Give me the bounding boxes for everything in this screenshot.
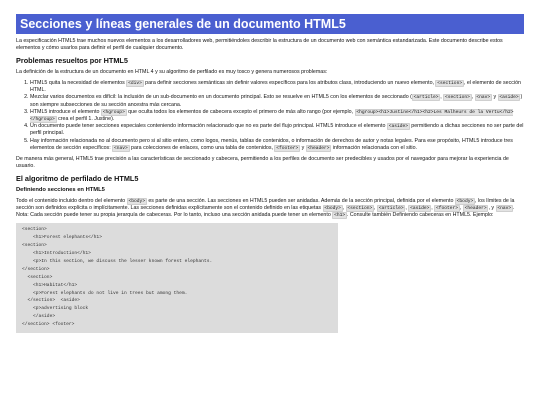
code-line: </section> <aside> xyxy=(22,298,80,304)
paragraph-text: , los límites de la sección son definidos explícita o implícitamente. Las secciones definidas explícitamente son el contenido definido en las etiquetas xyxy=(16,197,515,211)
list-item-text: y xyxy=(300,144,306,151)
inline-code: <nav> xyxy=(476,95,491,101)
inline-code: <nav> xyxy=(113,145,128,151)
list-item-text: información relacionada con el sitio. xyxy=(331,144,418,151)
list-item-text: que oculta todos los elementos de cabecera excepto el primero de más alto rango (por ejemplo, xyxy=(126,108,355,115)
problems-lead-paragraph: La definición de la estructura de un documento en HTML 4 y su algoritmo de perfilado es muy tosco y genera numerosos problemas: xyxy=(16,69,328,75)
inline-code: <h1> xyxy=(334,213,346,219)
list-item-text: ) son siempre subsecciones de su sección ancestra más cercana. xyxy=(30,94,523,108)
paragraph-text: , y xyxy=(488,204,496,211)
code-example-block xyxy=(16,223,338,333)
paragraph-text: , xyxy=(374,204,377,211)
paragraph-text: , xyxy=(459,204,463,211)
inline-code: <aside> xyxy=(410,205,430,211)
inline-code: <header> xyxy=(307,145,330,151)
code-line: <p>advertising block xyxy=(22,306,89,312)
list-item xyxy=(30,94,524,108)
problems-list xyxy=(16,80,524,152)
inline-code: <aside> xyxy=(388,124,408,130)
paragraph-text: , xyxy=(405,204,409,211)
paragraph-text: . Nota: Cada sección puede tener su propia jerarquía de cabeceras. Por lo tanto, incluso una sección anidada puede tener un elemento xyxy=(16,204,515,219)
list-item-text: para colecciones de enlaces, como una tabla de contenidos, xyxy=(129,144,275,151)
code-line: </section> <footer> xyxy=(22,322,75,328)
list-item-text: Un documento puede tener secciones especiales conteniendo información relacionado que no es parte del flujo principal. HTML5 introduce el elemento xyxy=(30,123,387,130)
inline-code: <section> xyxy=(437,81,463,87)
list-item-text: Hay información relacionada no al documento pero si al sitio entero, como logos, menús, tablas de contenidos, o información de derechos de autor y notas legales. Para ese propósito, HTML5 introduce tres elementos de sección específicos: xyxy=(30,137,513,151)
code-line: </section> xyxy=(22,266,50,272)
inline-code: <footer> xyxy=(436,205,459,211)
subheading-defining-sections: Definiendo secciones en HTML5 xyxy=(16,186,105,193)
list-item xyxy=(30,109,524,123)
list-item-text: , xyxy=(471,94,475,101)
inline-code: <aside> xyxy=(499,95,519,101)
code-line: <p>In this section, we discuss the lesser known forest elephants. xyxy=(22,258,213,264)
code-line: <h1>Habitat</h1> xyxy=(22,282,78,288)
inline-code: <nav> xyxy=(497,205,512,211)
inline-code: <hgroup> xyxy=(102,109,125,115)
section-heading-algorithm: El algoritmo de perfilado de HTML5 xyxy=(16,174,139,184)
inline-code: <article> xyxy=(378,205,404,211)
paragraph-text: . Consulte también Definiendo cabeceras en HTML5. Ejemplo: xyxy=(346,212,494,219)
list-item xyxy=(30,80,524,94)
code-line: <section> xyxy=(22,274,53,280)
code-line: <p>Forest elephants do not live in trees but among them. xyxy=(22,290,188,296)
list-item-text: y xyxy=(491,94,498,101)
list-item-text: , xyxy=(440,94,444,101)
paragraph-text: , xyxy=(431,204,435,211)
list-item xyxy=(30,138,524,152)
code-line: <h1>Introduction</h1> xyxy=(22,251,91,257)
inline-code: <footer> xyxy=(276,145,299,151)
list-item-text: crea el perfil 1. Justine). xyxy=(56,115,115,122)
list-item-text: Mezclar varios documentos es difícil: la inclusión de un sub-documento en un documento principal. Esto se resuelve en HTML5 con los elementos de seccionado ( xyxy=(30,94,412,101)
problems-closing-paragraph: De manera más general, HTML5 trae precisión a las características de seccionado y cabecera, permitiendo a los perfiles de documento ser predecibles y usados por el navegador para mejorar la experiencia de usuario. xyxy=(16,155,509,169)
list-item-text: HTML5 quita la necesidad de elementos xyxy=(30,80,127,87)
intro-paragraph: La especificación HTML5 trae muchos nuevos elementos a los desarrolladores web, permitiéndoles describir la estructura de un documento web con semántica estandarizada. Este documento describe estos elementos y cómo usarlos para definir el perfil de cualquier documento. xyxy=(16,37,503,52)
inline-code: <hgroup><h1>Justine</h1><h2>Les Malheurs de la Vertu</h2></hgroup> xyxy=(30,109,514,122)
code-line: <section> xyxy=(22,227,47,233)
inline-code: <body> xyxy=(456,198,474,204)
inline-code: <section> xyxy=(445,95,470,101)
paragraph-text: es parte de una sección. Las secciones en HTML5 pueden ser anidadas. Además de la sección principal, definida por el elemento xyxy=(146,197,455,204)
list-item-text: permitiendo a dichas secciones no ser parte del perfil principal. xyxy=(30,123,524,137)
paragraph-text: Todo el contenido incluido dentro del elemento xyxy=(16,197,127,204)
inline-code: <body> xyxy=(324,205,341,211)
list-item xyxy=(30,123,524,137)
inline-code: <body> xyxy=(128,198,146,204)
section-heading-problems: Problemas resueltos por HTML5 xyxy=(16,56,128,66)
inline-code: <div> xyxy=(128,81,142,87)
code-line: <section> xyxy=(22,243,47,249)
code-line: </aside> xyxy=(22,314,56,320)
list-item-text: para definir secciones semánticas sin definir valores específicos para los atributos class, introduciendo un nuevo elemento, xyxy=(143,80,436,87)
list-item-text: HTML5 introduce el elemento xyxy=(30,108,101,115)
paragraph-text: , xyxy=(342,204,346,211)
inline-code: <header> xyxy=(464,205,487,211)
inline-code: <section> xyxy=(347,205,373,211)
page-title: Secciones y líneas generales de un documento HTML5 xyxy=(16,14,524,34)
list-item-text: , el elemento de sección HTML. xyxy=(30,80,521,94)
inline-code: <article> xyxy=(413,95,439,101)
sections-paragraph xyxy=(16,198,524,220)
code-line: <h1>Forest elephants</h1> xyxy=(22,235,102,241)
